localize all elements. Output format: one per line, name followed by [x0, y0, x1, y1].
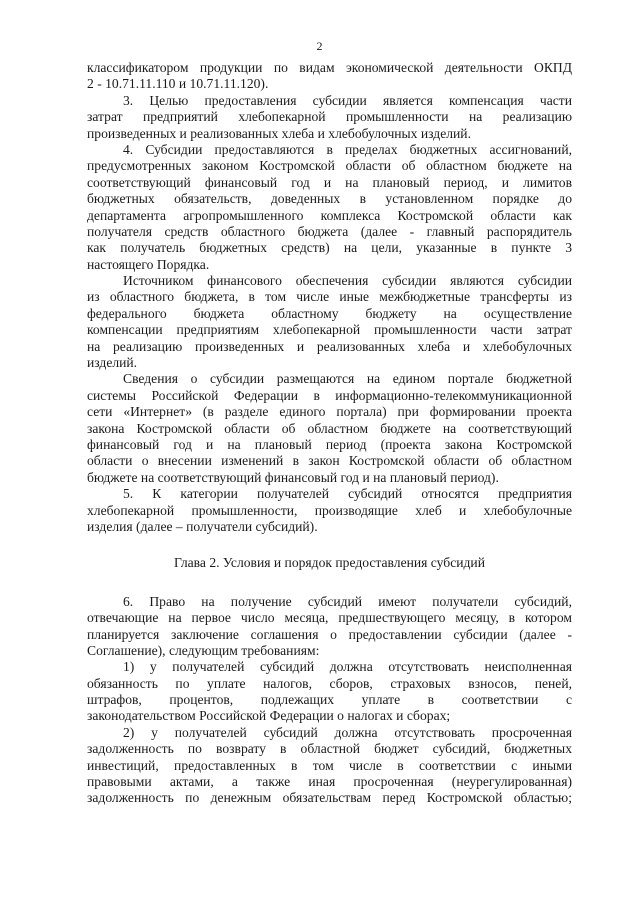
text-line: 2 - 10.71.11.110 и 10.71.11.120).: [87, 76, 269, 92]
text-line: правовыми актами, а также иная просроченная (неурегулированная): [87, 774, 572, 790]
text-line: Сведения о субсидии размещаются на едином портале бюджетной: [123, 371, 572, 387]
text-line: области о внесении изменений в закон Костромской области об областном: [87, 453, 572, 469]
text-line: настоящего Порядка.: [87, 256, 210, 272]
text-line: затрат предприятий хлебопекарной промышленности на реализацию: [87, 109, 572, 125]
text-line: бюджетных обязательств, доведенных в установленном порядке до: [87, 191, 572, 207]
text-line: из областного бюджета, в том числе иные межбюджетные трансферты из: [87, 289, 572, 305]
text-line: инвестиций, предоставленных в том числе в соответствии с иными: [87, 757, 572, 773]
text-line: изделия (далее – получатели субсидий).: [87, 518, 318, 534]
text-line: задолженность по денежным обязательствам перед Костромской областью;: [87, 790, 572, 806]
section-intro: [87, 60, 572, 535]
text-line: планируется заключение соглашения о предоставлении субсидии (далее -: [87, 626, 572, 642]
section-chapter-2: [87, 594, 572, 807]
text-line: 4. Субсидии предоставляются в пределах бюджетных ассигнований,: [123, 141, 572, 157]
paragraph: [87, 142, 572, 273]
paragraph: [87, 93, 572, 142]
paragraph: [87, 60, 572, 93]
text-line: предусмотренных законом Костромской области об областном бюджете на: [87, 158, 572, 174]
text-line: законодательством Российской Федерации о налогах и сборах;: [87, 708, 451, 724]
text-line: получателя средств областного бюджета (далее - главный распорядитель: [87, 223, 572, 239]
text-line: Источником финансового обеспечения субсидии являются субсидии: [123, 273, 572, 289]
text-line: классификатором продукции по видам экономической деятельности ОКПД: [87, 60, 572, 75]
document-body: [87, 60, 572, 807]
text-line: компенсации предприятиям хлебопекарной промышленности части затрат: [87, 322, 572, 338]
text-line: 5. К категории получателей субсидий относятся предприятия: [123, 486, 572, 502]
text-line: обязанность по уплате налогов, сборов, страховых взносов, пеней,: [87, 675, 572, 691]
text-line: бюджете на соответствующий финансовый год и на плановый период).: [87, 469, 499, 485]
text-line: 1) у получателей субсидий должна отсутствовать неисполненная: [123, 659, 572, 675]
text-line: федерального бюджета областному бюджету на осуществление: [87, 305, 572, 321]
text-line: системы Российской Федерации в информационно-телекоммуникационной: [87, 387, 572, 403]
text-line: сети «Интернет» (в разделе единого портала) при формировании проекта: [87, 404, 572, 420]
text-line: финансовый год и на плановый период (проекта закона Костромской: [87, 436, 572, 452]
page-number: 2: [316, 39, 323, 53]
text-line: произведенных и реализованных хлеба и хлебобулочных изделий.: [87, 125, 471, 141]
text-line: 6. Право на получение субсидий имеют получатели субсидий,: [123, 593, 572, 609]
text-line: на реализацию произведенных и реализованных хлеба и хлебобулочных: [87, 338, 572, 354]
paragraph: [87, 486, 572, 535]
text-line: штрафов, процентов, подлежащих уплате в соответствии с: [87, 692, 572, 708]
text-line: как получатель бюджетных средств) на цели, указанные в пункте 3: [87, 240, 572, 256]
text-line: хлебопекарной промышленности, производящие хлеб и хлебобулочные: [87, 502, 572, 518]
text-line: соответствующий финансовый год и на плановый период, и лимитов: [87, 174, 572, 190]
paragraph: [87, 594, 572, 660]
text-line: закона Костромской области об областном бюджете на соответствующий: [87, 420, 572, 436]
text-line: департамента агропромышленного комплекса Костромской области как: [87, 207, 572, 223]
text-line: задолженность по возврату в областной бюджет субсидий, бюджетных: [87, 741, 572, 757]
text-line: Соглашение), следующим требованиям:: [87, 642, 320, 658]
chapter-heading: Глава 2. Условия и порядок предоставления субсидий: [174, 555, 485, 571]
paragraph: [87, 659, 572, 725]
paragraph: [87, 725, 572, 807]
text-line: отвечающие на первое число месяца, предшествующего месяцу, в котором: [87, 610, 572, 626]
text-line: 3. Целью предоставления субсидии является компенсация части: [123, 92, 572, 108]
text-line: изделий.: [87, 355, 138, 371]
text-line: 2) у получателей субсидий должна отсутствовать просроченная: [123, 724, 572, 740]
paragraph: [87, 371, 572, 486]
paragraph: [87, 273, 572, 371]
